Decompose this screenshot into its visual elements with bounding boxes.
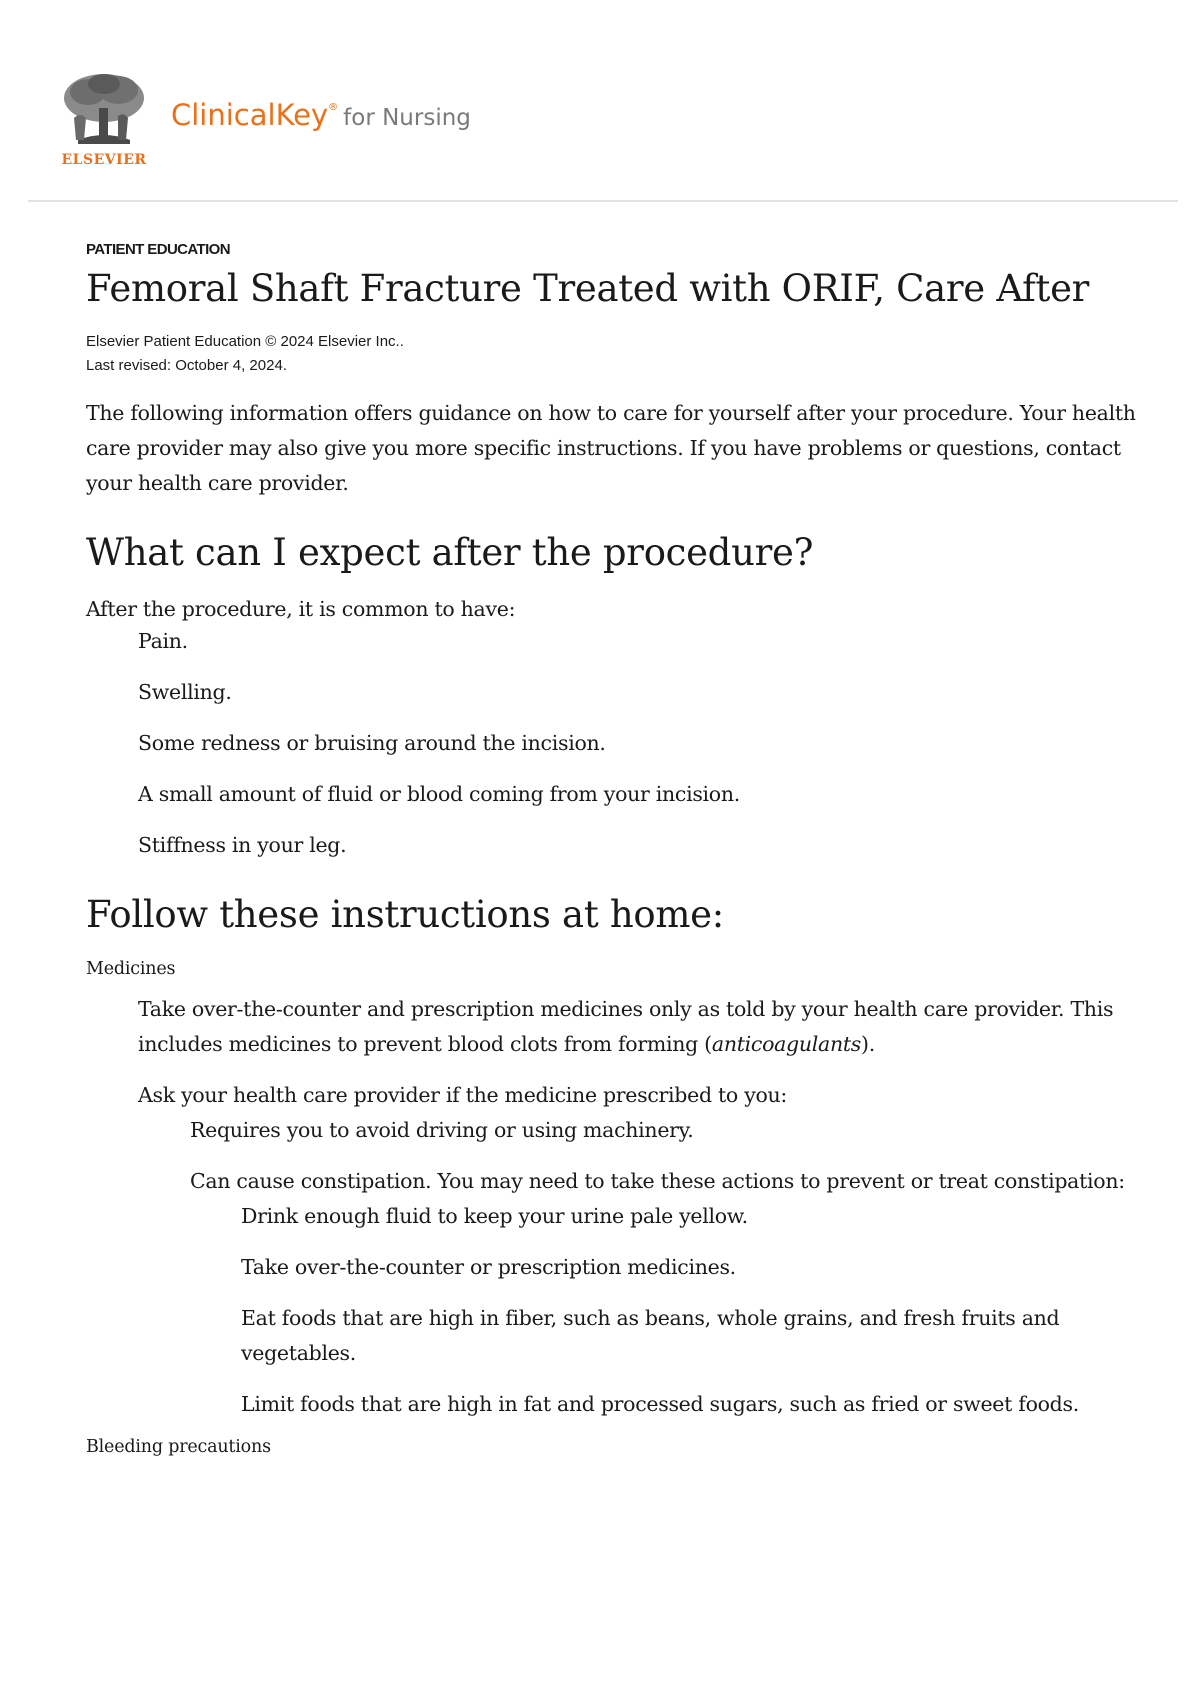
- document-body: [86, 238, 1146, 1460]
- list-item: A small amount of fluid or blood coming from your incision.: [138, 782, 740, 806]
- bleeding-precautions-subheading: Bleeding precautions: [86, 1437, 271, 1457]
- page-header: [0, 0, 1200, 200]
- medicine-text-end: ).: [861, 1032, 875, 1056]
- list-item: Ask your health care provider if the medicine prescribed to you:: [138, 1083, 788, 1107]
- expect-list: [86, 624, 1146, 863]
- elsevier-wordmark: ELSEVIER: [61, 152, 147, 168]
- expect-lead: After the procedure, it is common to have:: [86, 597, 516, 621]
- medicine-effects-list: [86, 1113, 1146, 1199]
- medicine-text: Take over-the-counter and prescription medicines only as told by your health care provider. This includes medicines to prevent blood clots from forming (: [138, 997, 1114, 1056]
- list-item: Drink enough fluid to keep your urine pale yellow.: [241, 1204, 748, 1228]
- copyright-line: Elsevier Patient Education © 2024 Elsevier Inc..: [86, 333, 404, 350]
- list-item: Some redness or bruising around the incision.: [138, 731, 606, 755]
- list-item: Stiffness in your leg.: [138, 833, 347, 857]
- home-instructions-heading: Follow these instructions at home:: [86, 893, 724, 936]
- intro-paragraph: The following information offers guidance on how to care for yourself after your procedure. Your health care provider may also give you more specific instructions. If you have problems or questions, contact your health care provider.: [86, 401, 1136, 495]
- document-category: PATIENT EDUCATION: [86, 241, 230, 258]
- elsevier-tree-logo-icon: [58, 70, 150, 150]
- list-item: Limit foods that are high in fat and processed sugars, such as fried or sweet foods.: [241, 1392, 1079, 1416]
- last-revised-line: Last revised: October 4, 2024.: [86, 357, 287, 374]
- expect-heading: What can I expect after the procedure?: [86, 531, 814, 574]
- list-item: Requires you to avoid driving or using machinery.: [190, 1118, 694, 1142]
- list-item: Take over-the-counter or prescription medicines.: [241, 1255, 736, 1279]
- list-item: Pain.: [138, 629, 188, 653]
- registered-mark: ®: [328, 102, 339, 113]
- medicines-subheading: Medicines: [86, 959, 176, 979]
- document-meta: [86, 330, 1146, 378]
- list-item: Can cause constipation. You may need to take these actions to prevent or treat constipation:: [190, 1169, 1125, 1193]
- list-item: Swelling.: [138, 680, 232, 704]
- anticoagulants-term: anticoagulants: [711, 1032, 862, 1056]
- clinicalkey-brand-logo: [171, 98, 471, 132]
- constipation-list: [86, 1199, 1146, 1422]
- document-title: Femoral Shaft Fracture Treated with ORIF, Care After: [86, 267, 1090, 310]
- brand-name: ClinicalKey: [171, 98, 329, 132]
- header-divider: [28, 200, 1178, 202]
- list-item: [86, 992, 1146, 1062]
- list-item: Eat foods that are high in fiber, such as beans, whole grains, and fresh fruits and vegetables.: [241, 1306, 1060, 1365]
- brand-suffix: for Nursing: [343, 105, 471, 131]
- medicines-list: [86, 992, 1146, 1113]
